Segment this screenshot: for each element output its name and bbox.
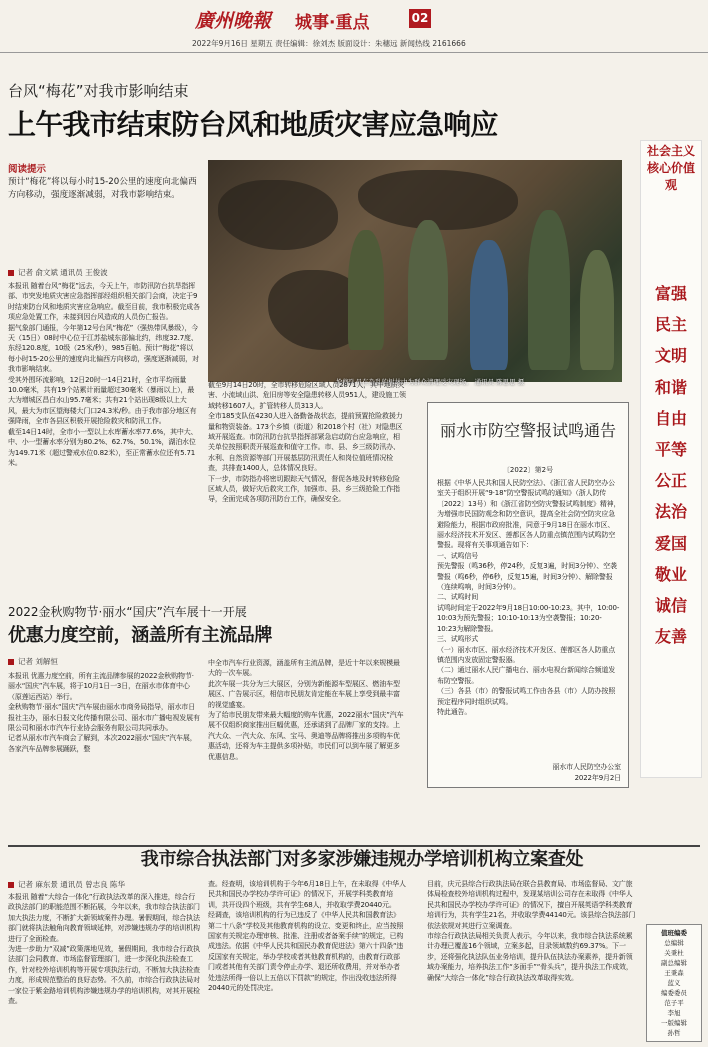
story3-byline: 记者 麻东景 通讯员 曾志良 陈华	[8, 879, 125, 890]
core-value-item: 文明	[654, 346, 687, 366]
notice-date: 2022年9月2日	[574, 774, 621, 782]
story2-column1: 本报讯 优惠力度空前，所有主流品牌参展的2022金秋购物节·丽水“国庆”汽车展，将于10月1日一3日，在丽水市体育中心（原莲运西站）举行。 金秋购物节·丽水“国庆”汽车展由丽水市商务局指导，丽水市日报社主办，丽水日报文化传播有限公司、丽水市广播电视发展有限公司和丽水市汽车行业协会服务有限公司共同承办。 记者从丽水市汽车商会了解到，本次2022丽水“国庆”汽车展，各家汽车品牌参展踊跃，整	[8, 672, 200, 753]
section-title: 城事·重点	[295, 13, 370, 33]
core-value-item: 平等	[654, 440, 687, 460]
staff-line: 孙哲	[667, 1029, 681, 1037]
core-value-item: 和谐	[654, 377, 687, 397]
story1-kicker: 台风“梅花”对我市影响结束	[8, 82, 189, 100]
masthead-rule	[0, 52, 708, 53]
newspaper-logo: 廣州晚報	[195, 10, 272, 32]
staff-line: 蓝义	[667, 979, 681, 987]
staff-line: 范子平	[664, 999, 684, 1007]
notice-signer: 丽水市人民防空办公室	[552, 763, 621, 771]
story3-column1: 本报讯 随着“大综合一体化”行政执法改革的深入推进，综合行政执法部门的职能范围不断拓展，今年以来，我市综合执法部门加大执法力度，不断扩大新领域案件办理。暑假期间，综合执法部门就将执法触角向教育领域延伸，对涉嫌违规办学的培训机构进行了全面检查。 为进一步助力“双减”政策落地见效，暑假期间，我市综合行政执法部门会同教育、市场监督管理部门，进一步深化执法检查工作，针对校外培训机构等开展专项执法行动，不断加大执法检查力度，形成规范整治的良好态势。不久前，市综合行政执法局对一家位于紫金路培训机构涉嫌违规办学的培训机构，对其开展检查。	[8, 893, 200, 1006]
story1-column2: 截至9月14日20时，全市转移危险区域人员2871人，其中地质灾害、小流域山洪、危旧房等安全隐患转移人员951人，建设施工领域转移1607人，扩管转移人员313人。 全市185支队伍4230人进入备勤备战状态，提前预置抢险救援力量和物资装备。173个乡镇（街道）和2018个村（社）对隐患区域开展巡查。市防汛防台抗旱指挥部紧急启动防台应急响应，相关单位按照职责开展巡查和值守工作。市、县、乡三级防汛办、水利、自然资源等部门开展基层防汛责任人和岗位值班情况检查，共排查1400人，总体情况良好。 下一步，市防指办将密切跟踪天气情况，督促各地及时转移危险区域人员，做好灾后救灾工作，加强市、县、乡三级抢险工作指导，全面完成各项防汛防台工作，确保安全。	[208, 381, 406, 504]
photo-caption: 抢修队员在杂乱的树林中为群众清理受灾现场。 通讯员 陈思思 摄	[336, 378, 525, 386]
read-tip-label: 阅读提示	[8, 164, 47, 175]
staff-line: 副总编辑	[661, 959, 687, 967]
page-number-badge: 02	[409, 9, 431, 28]
staff-line: 一版编辑	[661, 1019, 687, 1027]
staff-line: 值班编委	[661, 929, 687, 937]
staff-box	[646, 924, 702, 1042]
core-value-item: 公正	[654, 471, 687, 491]
notice-title: 丽水市防空警报试鸣通告	[439, 421, 616, 440]
side-panel-heading: 社会主义核心价值观	[646, 144, 695, 192]
notice-number: 〔2022〕第2号	[502, 466, 554, 474]
story2-kicker: 2022金秋购物节·丽水“国庆”汽车展十一开展	[8, 605, 247, 619]
story1-photo	[208, 160, 622, 382]
notice-body: 根据《中华人民共和国人民防空法》、《浙江省人民防空办公室关于组织开展“9·18”防空警报试鸣的通知》（浙人防传〔2022〕13号）和《浙江省防空防灾警报试鸣制度》精神，为增强市民国防观念和防空意识，提高全社会防空防灾应急避险能力，根据市政府批准，同意于9月18日在丽水市区、丽水经济技术开发区、莲都区各人防重点镇范围内试鸣防空警报。现将有关事项通告如下： 一、试鸣信号 预先警报（鸣36秒，停24秒，反复3遍，时间3分钟）、空袭警报（鸣6秒，停6秒，反复15遍，时间3分钟）、解除警报（连续鸣响，时间3分钟）。 二、试鸣时间 试鸣时间定于2022年9月18日10:00-10:23。其中，10:00-10:03为预先警报；10:10-10:13为空袭警报；10:20-10:23为解除警报。 三、试鸣形式 （一）丽水市区、丽水经济技术开发区、莲都区各人防重点镇范围内发放固定警报器。 （二）通过丽水人民广播电台、丽水电视台新闻综合频道发布防空警报。 （三）各县（市）的警报试鸣工作由各县（市）人防办按照预定程序同时组织试鸣。 特此通告。	[437, 479, 621, 716]
core-value-item: 敬业	[654, 564, 687, 584]
staff-line: 李旭	[667, 1009, 681, 1017]
core-value-item: 诚信	[654, 596, 687, 616]
masthead-meta: 2022年9月16日 星期五 责任编辑：徐刘杰 版面设计：朱穗远 新闻热线 2161666	[192, 39, 466, 48]
story1-column1: 本报讯 随着台风“梅花”远去，今天上午，市防汛防台抗旱指挥部、市突发地质灾害应急指挥部经组织相关部门会商，决定于9时结束防台风和地质灾害应急响应。截至目前，我市积极完成各项应急处置工作，未接到因台风造成的人员伤亡报告。 据气象部门通报，今年第12号台风“梅花”（强热带风暴级），今天（15日）08时中心位于江苏盐城东部偏北约，纬度32.7度、东经120.8度，10级（25米/秒），985百帕。预计“梅花”将以每小时15-20公里的速度向北偏西方向移动，强度逐渐减弱，对我市影响结束。 受其外围环流影响，12日20时一14日21时，全市平均雨量10.0毫米，共有19个站累计雨量超过30毫米（暴雨以上），最大为增城区昌白水山95.7毫米；共有21个站出现8级以上大风，最大为市区望海楼大门口24.3米/秒。由于我市部分地区有强降雨，全市各县区积极开展抢险救灾和防汛工作。 截至14日14时，全市小一型以上水库蓄水率77.6%，其中大、中、小一型蓄水率分别为80.2%、62.7%、50.1%，湖泊水位为149.71米（超过警戒水位0.82米），至正常蓄水位还有5.71米。	[8, 282, 200, 467]
story3-headline: 我市综合执法部门对多家涉嫌违规办学培训机构立案查处	[140, 849, 584, 870]
core-value-item: 法治	[654, 502, 687, 522]
core-value-item: 友善	[654, 627, 687, 647]
staff-line: 总编辑	[664, 939, 684, 947]
core-value-item: 自由	[654, 408, 687, 428]
story3-column3: 目前，庆元县综合行政执法局在联合县教育局、市场监督局、文广旅体局检查校外培训机构过程中，发现某培训公司存在未取得《中华人民共和国民办学校办学许可证》的情况下，擅自开展英语学科类教育培训行为，共有学生21名，并收取学费44140元。该县综合执法部门依法依规对其进行立案调查。 市综合行政执法局相关负责人表示，今年以来，我市综合执法系统累计办理已覆盖16个领域，立案多起，目录领域数约69.37%。下一步，还将强化执法队伍业务培训，提升队伍执法办案素养，提升新领域办案能力，培养执法工作“多面手”“骨头兵”，提升执法工作成效，确保“大综合一体化”综合行政执法改革取得实效。	[427, 880, 636, 982]
core-values-list	[640, 278, 702, 652]
core-value-item: 爱国	[654, 533, 687, 553]
story1-headline: 上午我市结束防台风和地质灾害应急响应	[8, 108, 498, 141]
story1-byline: 记者 俞文斌 通讯员 王俊波	[8, 267, 108, 278]
story2-byline: 记者 刘解恒	[8, 656, 58, 667]
story3-column2: 查。经查明，该培训机构于今年6月18日上午，在未取得《中华人民共和国民办学校办学许可证》的情况下，开展学科类教育培训，共开设四个班级，共有学生68人，并收取学费20440元。 经调查，该培训机构的行为已违反了《中华人民共和国教育法》第二十八条“学校及其他教育机构的设立、变更和终止，应当按照国家有关规定办理审核、批准、注册或者备案手续”的规定，已构成违法。依据《中华人民共和国民办教育促进法》第六十四条“违反国家有关规定，举办学校或者其他教育机构的，由教育行政部门或者其他有关部门责令停止办学、退还所收费用，并对举办者处违法所得一倍以上五倍以下罚款”的规定，作出没收违法所得20440元的处罚决定。	[208, 880, 406, 993]
staff-line: 王秉森	[664, 969, 684, 977]
core-value-item: 民主	[654, 315, 687, 335]
core-value-item: 富强	[654, 284, 687, 303]
story2-headline: 优惠力度空前，涵盖所有主流品牌	[8, 625, 272, 646]
staff-line: 关秉杜	[664, 949, 684, 957]
staff-line: 编委委员	[661, 989, 687, 997]
story2-column2: 中全市汽车行业资源，涵盖所有主流品牌，是近十年以来规模最大的一次车展。 此次车展一共分为三大展区，分别为新能源车型展区、燃油车型展区、广告展示区，相信市民朋友肯定能在车展上享受到最丰富的视觉盛宴。 为了给市民朋友带来最大幅度的购车优惠，2022丽水“国庆”汽车展不仅组织商家推出巨幅优惠，还承诺到了品牌厂家的支持。上汽大众、一汽大众、东风、宝马、奥迪等品牌将推出多项购车优惠活动，还将为车主提供多项补贴，市民们可以到车展了解更多优惠信息。	[208, 659, 404, 761]
read-tip-text: 预计“梅花”将以每小时15-20公里的速度向北偏西方向移动，强度逐渐减弱，对我市影响结束。	[8, 177, 197, 200]
